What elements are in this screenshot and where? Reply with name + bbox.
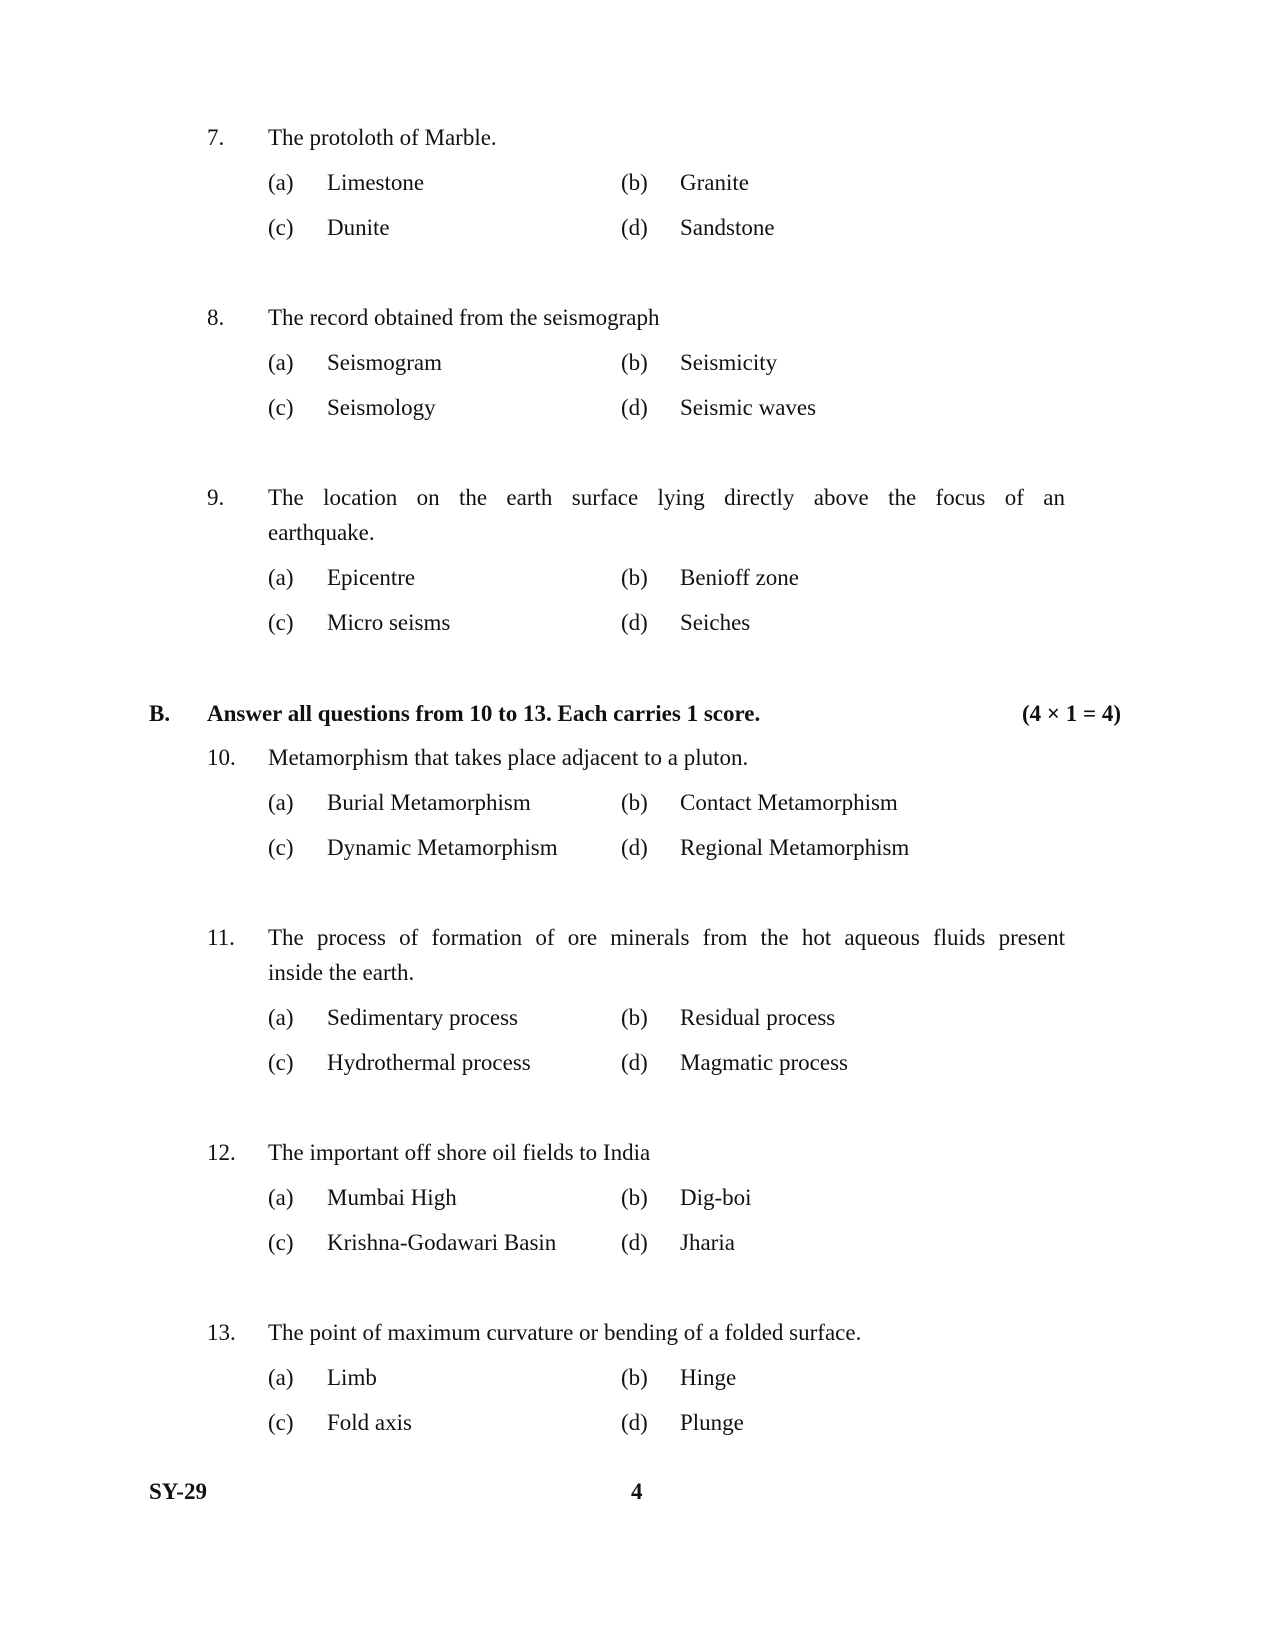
option-label: (c)	[268, 610, 294, 635]
option-label: (d)	[621, 215, 648, 240]
option-text: Hinge	[680, 1365, 737, 1390]
option-text: Dynamic Metamorphism	[327, 835, 558, 860]
option-text: Dig-boi	[680, 1185, 752, 1210]
question-text-continued: earthquake.	[268, 520, 375, 545]
option-text: Seismic waves	[680, 395, 817, 420]
option-label: (a)	[268, 1005, 294, 1030]
option-text: Burial Metamorphism	[327, 790, 531, 815]
option-label: (d)	[621, 1230, 648, 1255]
question-number: 11.	[207, 925, 235, 950]
option-label: (d)	[621, 835, 648, 860]
section-score: (4 × 1 = 4)	[1021, 701, 1121, 726]
paper-code: SY-29	[149, 1479, 207, 1504]
option-text: Granite	[680, 170, 749, 195]
option-text: Residual process	[680, 1005, 836, 1030]
option-text: Sandstone	[680, 215, 775, 240]
option-text: Contact Metamorphism	[680, 790, 898, 815]
option-label: (c)	[268, 395, 294, 420]
option-label: (c)	[268, 1230, 294, 1255]
option-label: (d)	[621, 1050, 648, 1075]
option-text: Limb	[327, 1365, 377, 1390]
option-label: (b)	[621, 350, 648, 375]
option-text: Mumbai High	[327, 1185, 457, 1210]
option-label: (c)	[268, 1050, 294, 1075]
option-text: Epicentre	[327, 565, 416, 590]
option-text: Seismogram	[327, 350, 442, 375]
option-label: (a)	[268, 790, 294, 815]
question-number: 10.	[207, 745, 236, 770]
option-label: (b)	[621, 565, 648, 590]
option-label: (b)	[621, 1185, 648, 1210]
question-number: 7.	[207, 125, 225, 150]
page-number: 4	[631, 1479, 643, 1504]
option-label: (a)	[268, 1185, 294, 1210]
question-text: The location on the earth surface lying directly above the focus of an	[268, 485, 1065, 510]
question-text-continued: inside the earth.	[268, 960, 415, 985]
option-label: (b)	[621, 1005, 648, 1030]
question-text: Metamorphism that takes place adjacent to a pluton.	[268, 745, 749, 770]
option-label: (c)	[268, 835, 294, 860]
option-text: Micro seisms	[327, 610, 451, 635]
option-label: (d)	[621, 610, 648, 635]
option-text: Dunite	[327, 215, 390, 240]
option-text: Sedimentary process	[327, 1005, 518, 1030]
option-label: (a)	[268, 170, 294, 195]
option-label: (c)	[268, 1410, 294, 1435]
question-number: 8.	[207, 305, 225, 330]
question-text: The point of maximum curvature or bending of a folded surface.	[268, 1320, 862, 1345]
question-number: 12.	[207, 1140, 236, 1165]
option-text: Plunge	[680, 1410, 744, 1435]
option-text: Limestone	[327, 170, 425, 195]
question-text: The process of formation of ore minerals from the hot aqueous fluids present	[268, 925, 1065, 950]
option-label: (a)	[268, 565, 294, 590]
option-label: (b)	[621, 1365, 648, 1390]
option-label: (d)	[621, 395, 648, 420]
section-letter: B.	[149, 701, 171, 726]
option-text: Jharia	[680, 1230, 735, 1255]
section-instruction: Answer all questions from 10 to 13. Each carries 1 score.	[207, 701, 761, 726]
question-text: The record obtained from the seismograph	[268, 305, 660, 330]
question-text: The protoloth of Marble.	[268, 125, 497, 150]
option-label: (a)	[268, 350, 294, 375]
option-text: Krishna-Godawari Basin	[327, 1230, 557, 1255]
option-text: Regional Metamorphism	[680, 835, 910, 860]
option-text: Fold axis	[327, 1410, 412, 1435]
question-number: 13.	[207, 1320, 236, 1345]
option-label: (b)	[621, 790, 648, 815]
option-text: Seiches	[680, 610, 751, 635]
question-number: 9.	[207, 485, 225, 510]
option-label: (d)	[621, 1410, 648, 1435]
option-text: Hydrothermal process	[327, 1050, 531, 1075]
option-text: Seismicity	[680, 350, 778, 375]
option-label: (c)	[268, 215, 294, 240]
question-text: The important off shore oil fields to India	[268, 1140, 651, 1165]
option-label: (b)	[621, 170, 648, 195]
option-text: Seismology	[327, 395, 436, 420]
option-text: Magmatic process	[680, 1050, 848, 1075]
option-text: Benioff zone	[680, 565, 800, 590]
option-label: (a)	[268, 1365, 294, 1390]
